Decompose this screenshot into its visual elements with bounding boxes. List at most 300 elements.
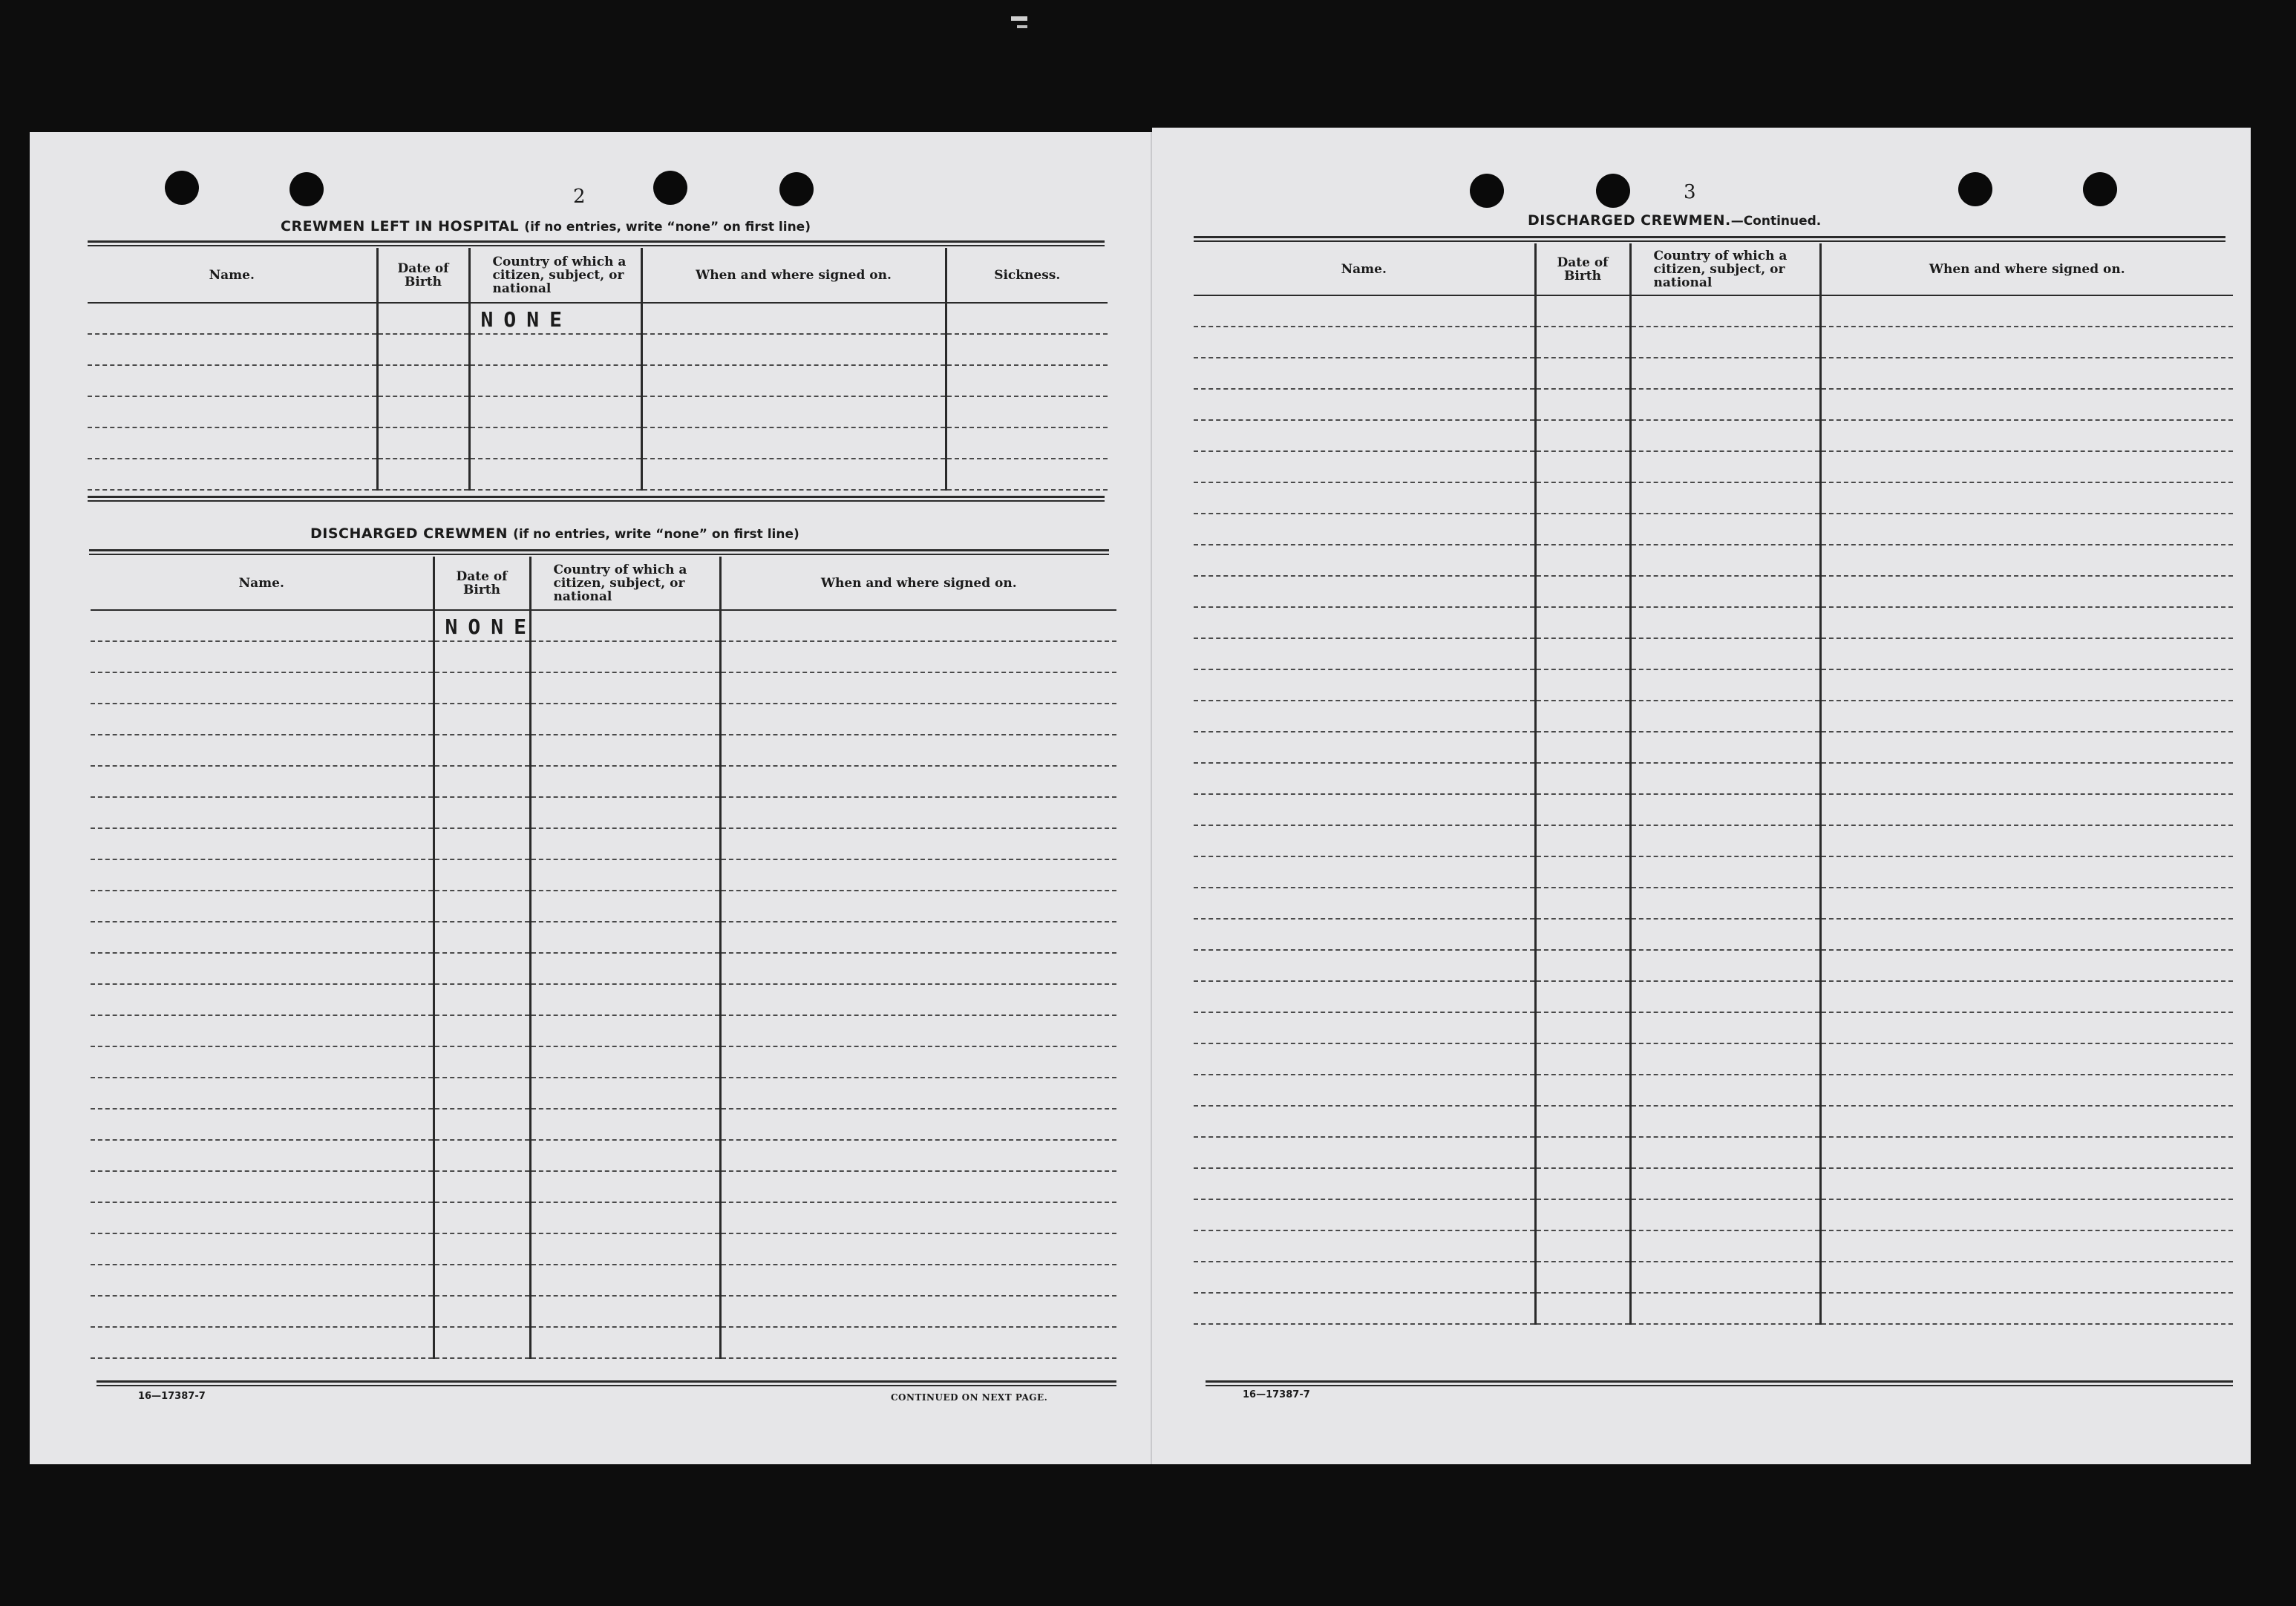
table-cell xyxy=(88,334,377,365)
table-cell xyxy=(1820,1168,2233,1199)
table-cell xyxy=(530,1327,720,1358)
table-row xyxy=(1194,420,2233,451)
table-cell xyxy=(720,641,1116,672)
table-cell xyxy=(91,859,434,891)
table-row xyxy=(1194,856,2233,888)
table-cell xyxy=(1820,1199,2233,1230)
table-cell xyxy=(1630,576,1820,607)
punch-hole xyxy=(1958,172,1992,206)
discharged-table xyxy=(91,557,1116,1359)
table-cell xyxy=(1535,420,1630,451)
table-cell xyxy=(530,1078,720,1109)
table-cell xyxy=(1535,295,1630,327)
table-cell xyxy=(720,1327,1116,1358)
table-cell xyxy=(377,459,469,490)
table-cell xyxy=(1194,389,1535,420)
punch-hole xyxy=(165,171,199,205)
table-cell xyxy=(641,334,946,365)
table-row xyxy=(1194,1075,2233,1106)
table-cell xyxy=(91,797,434,828)
table-cell xyxy=(1820,856,2233,888)
table-cell xyxy=(720,1109,1116,1140)
table-cell xyxy=(530,672,720,704)
table-cell xyxy=(530,1109,720,1140)
table-cell xyxy=(1194,295,1535,327)
table-cell xyxy=(469,365,641,396)
table-cell xyxy=(530,735,720,766)
table-cell xyxy=(720,953,1116,984)
table-cell xyxy=(434,828,530,859)
table-row xyxy=(91,1296,1116,1327)
table-cell xyxy=(1630,420,1820,451)
table-cell xyxy=(720,766,1116,797)
table-cell xyxy=(377,396,469,427)
section-rule xyxy=(97,1380,1116,1386)
table-cell xyxy=(469,396,641,427)
table-cell xyxy=(1194,856,1535,888)
table-row xyxy=(88,427,1108,459)
table-cell xyxy=(1820,545,2233,576)
table-cell xyxy=(720,1265,1116,1296)
table-row xyxy=(91,922,1116,953)
table-cell xyxy=(1194,638,1535,669)
table-cell xyxy=(1535,576,1630,607)
table-cell xyxy=(377,365,469,396)
table-cell xyxy=(434,1233,530,1265)
table-cell xyxy=(946,396,1108,427)
table-cell xyxy=(1630,763,1820,794)
table-cell xyxy=(1630,1262,1820,1293)
discharged-continued-rows xyxy=(1194,295,2233,1324)
table-row xyxy=(1194,638,2233,669)
table-cell xyxy=(641,303,946,334)
table-cell xyxy=(720,797,1116,828)
table-cell xyxy=(88,459,377,490)
table-row xyxy=(91,953,1116,984)
table-cell xyxy=(1630,1230,1820,1262)
table-cell xyxy=(1194,919,1535,950)
punch-hole xyxy=(290,172,324,206)
table-cell xyxy=(91,766,434,797)
table-row xyxy=(1194,888,2233,919)
section-rule xyxy=(88,240,1105,246)
table-cell xyxy=(91,1015,434,1046)
table-row xyxy=(1194,1262,2233,1293)
table-cell xyxy=(1194,1230,1535,1262)
table-cell xyxy=(720,672,1116,704)
table-cell xyxy=(1820,1262,2233,1293)
table-row xyxy=(1194,514,2233,545)
table-cell xyxy=(434,1265,530,1296)
table-cell xyxy=(641,459,946,490)
table-cell xyxy=(1820,763,2233,794)
table-cell xyxy=(88,365,377,396)
table-cell xyxy=(1194,950,1535,981)
scan-mark xyxy=(1011,16,1027,21)
table-cell xyxy=(530,1296,720,1327)
table-cell xyxy=(469,334,641,365)
table-cell xyxy=(946,459,1108,490)
table-cell xyxy=(1820,825,2233,856)
col-country: Country of which a citizen, subject, or national xyxy=(469,248,641,303)
table-cell xyxy=(1194,701,1535,732)
table-cell xyxy=(1535,607,1630,638)
table-cell xyxy=(1630,1199,1820,1230)
table-cell xyxy=(434,735,530,766)
table-cell xyxy=(1820,919,2233,950)
table-row xyxy=(91,735,1116,766)
table-cell xyxy=(720,1233,1116,1265)
table-cell xyxy=(720,1078,1116,1109)
table-cell xyxy=(720,610,1116,641)
table-cell xyxy=(1630,825,1820,856)
table-cell xyxy=(641,396,946,427)
table-row xyxy=(88,303,1108,334)
table-cell xyxy=(1820,482,2233,514)
table-cell xyxy=(1630,295,1820,327)
table-row xyxy=(1194,389,2233,420)
table-cell xyxy=(1820,514,2233,545)
table-row xyxy=(1194,950,2233,981)
table-cell xyxy=(434,1296,530,1327)
table-cell xyxy=(1194,1043,1535,1075)
table-row xyxy=(1194,794,2233,825)
table-cell xyxy=(720,828,1116,859)
table-cell xyxy=(1194,1137,1535,1168)
table-cell xyxy=(720,1202,1116,1233)
table-cell xyxy=(91,1109,434,1140)
table-cell xyxy=(1630,701,1820,732)
table-cell xyxy=(1820,1293,2233,1324)
table-cell xyxy=(946,303,1108,334)
table-row xyxy=(91,828,1116,859)
col-signed-on: When and where signed on. xyxy=(720,557,1116,610)
table-row xyxy=(91,672,1116,704)
punch-hole xyxy=(1596,174,1630,208)
section-rule xyxy=(1194,236,2225,242)
table-cell xyxy=(1535,1262,1630,1293)
table-cell xyxy=(1194,545,1535,576)
table-cell xyxy=(1535,1012,1630,1043)
table-cell xyxy=(1535,358,1630,389)
table-cell xyxy=(946,334,1108,365)
table-cell xyxy=(434,1046,530,1078)
table-cell xyxy=(720,704,1116,735)
table-cell xyxy=(1535,1106,1630,1137)
table-cell xyxy=(530,922,720,953)
table-cell xyxy=(1820,327,2233,358)
hospital-rows xyxy=(88,303,1108,490)
table-cell xyxy=(1630,732,1820,763)
table-cell xyxy=(1194,1293,1535,1324)
table-cell xyxy=(1535,950,1630,981)
table-cell xyxy=(1820,732,2233,763)
table-cell xyxy=(1535,482,1630,514)
table-row xyxy=(88,334,1108,365)
table-cell xyxy=(530,828,720,859)
table-cell xyxy=(91,641,434,672)
table-row xyxy=(91,766,1116,797)
col-name: Name. xyxy=(91,557,434,610)
table-row xyxy=(1194,482,2233,514)
table-cell xyxy=(1630,1012,1820,1043)
table-row xyxy=(91,891,1116,922)
table-cell xyxy=(1630,482,1820,514)
table-cell xyxy=(434,766,530,797)
table-row xyxy=(1194,1137,2233,1168)
table-cell xyxy=(1194,482,1535,514)
table-cell xyxy=(1194,451,1535,482)
table-cell xyxy=(434,1327,530,1358)
table-row xyxy=(1194,1199,2233,1230)
table-cell xyxy=(1194,732,1535,763)
table-row xyxy=(91,641,1116,672)
table-cell xyxy=(1194,607,1535,638)
table-cell xyxy=(1630,545,1820,576)
table-row xyxy=(1194,1293,2233,1324)
table-cell xyxy=(1194,1012,1535,1043)
table-cell xyxy=(91,1078,434,1109)
col-date-of-birth: Date of Birth xyxy=(434,557,530,610)
table-cell xyxy=(434,1078,530,1109)
table-cell xyxy=(720,984,1116,1015)
col-signed-on: When and where signed on. xyxy=(641,248,946,303)
table-cell xyxy=(1630,1106,1820,1137)
table-row xyxy=(91,859,1116,891)
table-cell xyxy=(1535,1230,1630,1262)
table-cell xyxy=(434,797,530,828)
table-row xyxy=(1194,701,2233,732)
table-cell xyxy=(1820,981,2233,1012)
table-cell xyxy=(91,1296,434,1327)
table-cell xyxy=(434,1171,530,1202)
table-cell xyxy=(1820,794,2233,825)
table-cell xyxy=(1630,1075,1820,1106)
table-cell xyxy=(720,1046,1116,1078)
table-cell xyxy=(91,704,434,735)
table-cell xyxy=(530,1265,720,1296)
table-cell xyxy=(530,891,720,922)
table-cell xyxy=(946,427,1108,459)
col-name: Name. xyxy=(1194,243,1535,295)
table-cell xyxy=(1820,389,2233,420)
table-cell xyxy=(1630,919,1820,950)
table-cell xyxy=(530,1015,720,1046)
right-page xyxy=(1152,128,2251,1464)
table-cell xyxy=(1820,1230,2233,1262)
table-row xyxy=(88,365,1108,396)
table-cell xyxy=(88,427,377,459)
table-cell xyxy=(434,859,530,891)
table-cell xyxy=(1535,763,1630,794)
table-cell xyxy=(530,641,720,672)
table-cell xyxy=(1820,1137,2233,1168)
table-row xyxy=(1194,1012,2233,1043)
discharged-title: DISCHARGED CREWMEN. xyxy=(1528,212,1731,229)
table-cell xyxy=(1820,638,2233,669)
section-rule xyxy=(88,496,1105,502)
table-cell xyxy=(91,672,434,704)
section-rule xyxy=(1206,1380,2233,1386)
table-cell xyxy=(530,610,720,641)
table-cell xyxy=(1535,514,1630,545)
table-cell xyxy=(91,1327,434,1358)
table-cell xyxy=(434,1140,530,1171)
table-cell xyxy=(434,641,530,672)
table-row xyxy=(91,1140,1116,1171)
table-cell xyxy=(1820,1106,2233,1137)
table-cell xyxy=(1194,1262,1535,1293)
table-cell xyxy=(1820,607,2233,638)
table-cell xyxy=(1630,950,1820,981)
table-cell xyxy=(88,303,377,334)
table-row xyxy=(91,1233,1116,1265)
table-cell xyxy=(1630,358,1820,389)
typed-entry: NONE xyxy=(445,614,537,639)
table-cell xyxy=(434,1202,530,1233)
table-cell xyxy=(1820,576,2233,607)
table-row xyxy=(1194,825,2233,856)
table-cell xyxy=(1630,514,1820,545)
table-cell xyxy=(91,953,434,984)
table-cell xyxy=(530,766,720,797)
col-signed-on: When and where signed on. xyxy=(1820,243,2233,295)
punch-hole xyxy=(2083,172,2117,206)
table-cell xyxy=(1194,1106,1535,1137)
table-cell xyxy=(1535,327,1630,358)
table-cell xyxy=(377,303,469,334)
table-cell xyxy=(530,859,720,891)
table-cell xyxy=(1194,825,1535,856)
punch-hole xyxy=(653,171,687,205)
table-row xyxy=(1194,1043,2233,1075)
table-cell xyxy=(1820,451,2233,482)
table-cell xyxy=(1820,295,2233,327)
table-cell xyxy=(530,797,720,828)
table-cell xyxy=(434,922,530,953)
discharged-continued-table xyxy=(1194,243,2233,1325)
table-cell xyxy=(434,672,530,704)
table-row xyxy=(1194,1168,2233,1199)
continued-note: CONTINUED ON NEXT PAGE. xyxy=(891,1392,1048,1403)
table-cell xyxy=(1535,1075,1630,1106)
table-cell xyxy=(434,984,530,1015)
table-cell xyxy=(1535,981,1630,1012)
table-row xyxy=(91,1046,1116,1078)
table-cell xyxy=(1630,1043,1820,1075)
table-row xyxy=(91,1202,1116,1233)
section-rule xyxy=(89,549,1109,555)
table-cell xyxy=(1535,1199,1630,1230)
table-cell xyxy=(1535,1043,1630,1075)
table-cell xyxy=(1820,669,2233,701)
table-cell xyxy=(1194,763,1535,794)
col-date-of-birth: Date of Birth xyxy=(1535,243,1630,295)
table-row xyxy=(91,1265,1116,1296)
table-cell xyxy=(720,922,1116,953)
table-cell xyxy=(91,1171,434,1202)
table-cell xyxy=(434,891,530,922)
discharged-continued-title xyxy=(1528,212,1821,229)
table-cell xyxy=(641,365,946,396)
table-cell xyxy=(1194,327,1535,358)
table-cell xyxy=(1535,389,1630,420)
table-cell xyxy=(1535,919,1630,950)
discharged-note: (if no entries, write “none” on first line) xyxy=(513,527,799,542)
table-cell xyxy=(91,610,434,641)
table-cell xyxy=(91,1265,434,1296)
table-cell xyxy=(91,735,434,766)
table-cell xyxy=(1535,794,1630,825)
table-row xyxy=(88,396,1108,427)
col-country: Country of which a citizen, subject, or national xyxy=(530,557,720,610)
table-cell xyxy=(1630,1293,1820,1324)
table-cell xyxy=(91,1202,434,1233)
table-cell xyxy=(1535,1137,1630,1168)
table-cell xyxy=(1535,1168,1630,1199)
table-cell xyxy=(1194,1075,1535,1106)
col-country: Country of which a citizen, subject, or national xyxy=(1630,243,1820,295)
table-row xyxy=(88,459,1108,490)
table-cell xyxy=(1820,888,2233,919)
table-row xyxy=(1194,669,2233,701)
hospital-note: (if no entries, write “none” on first line) xyxy=(524,220,811,235)
table-cell xyxy=(1535,451,1630,482)
table-cell xyxy=(720,891,1116,922)
table-cell xyxy=(530,704,720,735)
page-number: 2 xyxy=(573,186,586,208)
table-cell xyxy=(91,1046,434,1078)
table-row xyxy=(91,1015,1116,1046)
table-row xyxy=(91,1327,1116,1358)
typed-entry: NONE xyxy=(480,307,572,332)
table-cell xyxy=(1630,327,1820,358)
table-cell xyxy=(720,1296,1116,1327)
table-cell xyxy=(1535,888,1630,919)
table-cell xyxy=(1630,794,1820,825)
table-cell xyxy=(1630,451,1820,482)
table-cell xyxy=(530,984,720,1015)
table-cell xyxy=(1630,1168,1820,1199)
discharged-section-title xyxy=(310,525,799,542)
table-cell xyxy=(88,396,377,427)
scan-mark xyxy=(1017,25,1027,28)
table-cell xyxy=(1630,1137,1820,1168)
table-cell xyxy=(1630,888,1820,919)
table-row xyxy=(1194,919,2233,950)
discharged-title: DISCHARGED CREWMEN xyxy=(310,525,508,542)
table-cell xyxy=(1820,420,2233,451)
punch-hole xyxy=(779,172,814,206)
table-row xyxy=(1194,763,2233,794)
table-cell xyxy=(434,1109,530,1140)
table-row xyxy=(1194,1230,2233,1262)
table-cell xyxy=(91,891,434,922)
table-row xyxy=(91,610,1116,641)
table-row xyxy=(91,1171,1116,1202)
page-number: 3 xyxy=(1684,181,1696,203)
form-number: 16—17387-7 xyxy=(1243,1389,1310,1400)
table-cell xyxy=(434,704,530,735)
table-cell xyxy=(469,459,641,490)
table-row xyxy=(1194,607,2233,638)
left-page xyxy=(30,132,1152,1464)
table-cell xyxy=(377,427,469,459)
table-cell xyxy=(1535,856,1630,888)
table-row xyxy=(1194,1106,2233,1137)
table-row xyxy=(1194,358,2233,389)
table-cell xyxy=(1535,732,1630,763)
